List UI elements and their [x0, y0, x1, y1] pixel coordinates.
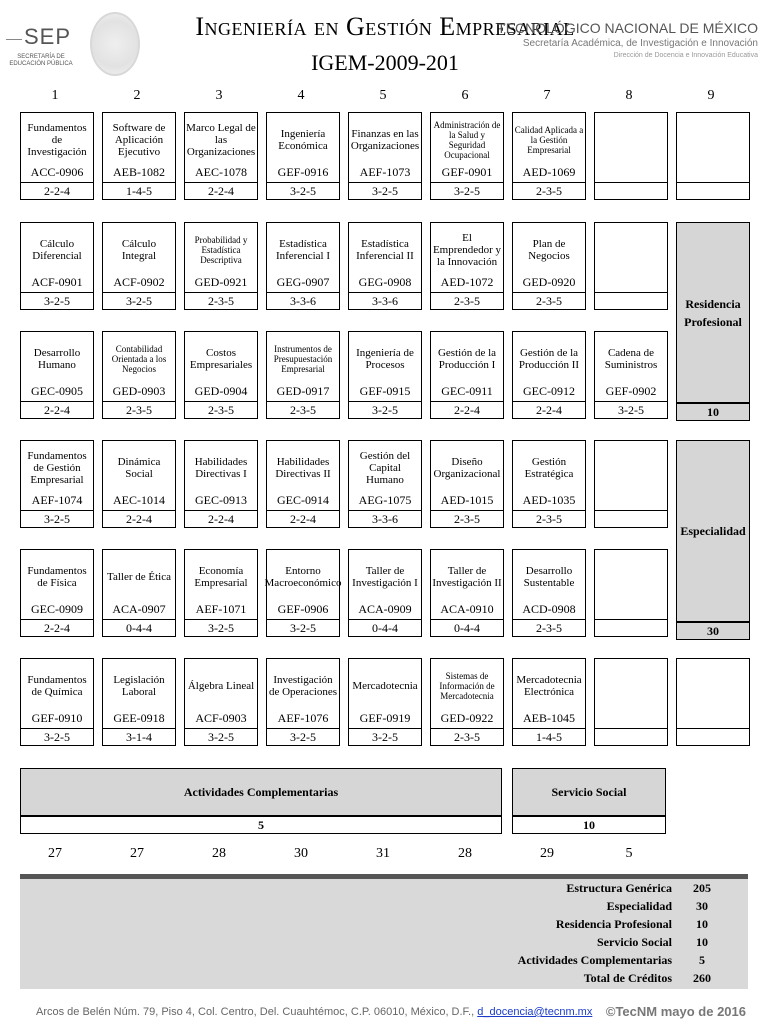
summary-label: Actividades Complementarias [517, 953, 672, 967]
course-box [102, 331, 176, 402]
address-text: Arcos de Belén Núm. 79, Piso 4, Col. Centro, Del. Cuauhtémoc, C.P. 06010, México, D.F., [36, 1006, 478, 1018]
course-credits: 2-3-5 [512, 292, 586, 310]
course-code: AED-1069 [522, 165, 576, 179]
course-cell [512, 112, 586, 202]
empty-credits-box [594, 510, 668, 528]
semester-number: 1 [51, 88, 59, 103]
course-credits: 2-3-5 [184, 292, 258, 310]
course-box [266, 658, 340, 729]
course-cell [102, 112, 176, 202]
empty-credits-box [676, 728, 750, 746]
course-credits: 2-3-5 [102, 401, 176, 419]
course-cell [430, 222, 504, 312]
actividades-label: Actividades Complementarias [183, 784, 339, 799]
course-code: GEF-0910 [31, 711, 83, 725]
course-box [102, 549, 176, 620]
course-credits: 3-2-5 [348, 182, 422, 200]
course-name: Habilidades Directivas II [275, 456, 331, 480]
course-credits: 2-3-5 [430, 292, 504, 310]
summary-value: 5 [699, 953, 705, 967]
course-name: Álgebra Lineal [187, 680, 255, 692]
course-code: AED-1015 [440, 493, 494, 507]
course-name: Economía Empresarial [194, 565, 248, 589]
course-cell [266, 222, 340, 312]
semester-number: 6 [461, 88, 469, 103]
course-cell [348, 440, 422, 530]
course-name: Finanzas en las Organizaciones [350, 128, 420, 152]
tecnm-subtitle-2: Dirección de Docencia e Innovación Educativa [613, 52, 758, 59]
course-box [184, 658, 258, 729]
especialidad-label: Especialidad [680, 524, 746, 538]
empty-course-box [676, 112, 750, 183]
course-name: Software de Aplicación Ejecutivo [112, 122, 166, 158]
course-code: GEC-0905 [31, 384, 83, 398]
course-box [102, 112, 176, 183]
empty-credits-box [594, 728, 668, 746]
course-cell [184, 549, 258, 639]
course-box [20, 112, 94, 183]
tecnm-logo [497, 20, 758, 59]
course-box [20, 222, 94, 293]
course-box [184, 549, 258, 620]
course-credits: 3-2-5 [430, 182, 504, 200]
course-credits: 3-2-5 [266, 728, 340, 746]
empty-course-box [594, 549, 668, 620]
course-credits: 2-3-5 [430, 728, 504, 746]
course-name: Taller de Ética [107, 571, 171, 583]
course-code: GEC-0914 [277, 493, 329, 507]
summary-row [20, 953, 748, 971]
summary-label: Estructura Genérica [566, 881, 672, 895]
course-name: Estadística Inferencial I [275, 238, 331, 262]
course-box [594, 331, 668, 402]
course-credits: 3-2-5 [348, 401, 422, 419]
course-name: Cadena de Suministros [604, 347, 658, 371]
flag-line-icon [6, 39, 22, 49]
course-credits: 2-2-4 [430, 401, 504, 419]
summary-value: 205 [693, 881, 711, 895]
course-cell [430, 658, 504, 748]
course-name: Taller de Investigación I [352, 565, 418, 589]
course-credits: 0-4-4 [102, 619, 176, 637]
course-code: GED-0903 [112, 384, 166, 398]
course-code: GEE-0918 [113, 711, 165, 725]
course-code: GEF-0916 [277, 165, 329, 179]
actividades-block [20, 768, 502, 816]
course-credits: 2-3-5 [512, 182, 586, 200]
servicio-label: Servicio Social [551, 784, 627, 799]
course-cell [20, 549, 94, 639]
course-code: AEC-1078 [195, 165, 247, 179]
course-credits: 2-3-5 [430, 510, 504, 528]
course-box [348, 222, 422, 293]
course-name: Fundamentos de Química [27, 674, 87, 698]
course-name: Marco Legal de las Organizaciones [186, 122, 256, 158]
course-code: ACF-0901 [31, 275, 83, 289]
course-box [348, 112, 422, 183]
course-code: AED-1072 [440, 275, 494, 289]
course-code: GED-0921 [194, 275, 248, 289]
course-code: GEG-0908 [358, 275, 412, 289]
course-name: Dinámica Social [117, 456, 161, 480]
empty-credits-box [594, 619, 668, 637]
course-name: Ingeniería de Procesos [356, 347, 414, 371]
tecnm-name: TECNOLÓGICO NACIONAL DE MÉXICO [497, 20, 758, 36]
course-cell [512, 222, 586, 312]
servicio-credits: 10 [512, 816, 666, 834]
course-name: Fundamentos de Investigación [27, 122, 87, 158]
course-cell [266, 112, 340, 202]
course-cell [266, 331, 340, 421]
course-cell [20, 222, 94, 312]
course-name: Cálculo Integral [121, 238, 157, 262]
course-code: GEF-0915 [359, 384, 411, 398]
course-code: ACA-0907 [112, 602, 166, 616]
course-credits: 3-2-5 [348, 728, 422, 746]
course-cell [184, 222, 258, 312]
residencia-block [676, 222, 750, 403]
course-box [430, 440, 504, 511]
course-box [512, 549, 586, 620]
course-box [20, 440, 94, 511]
course-credits: 2-2-4 [20, 182, 94, 200]
course-code: GEF-0919 [359, 711, 411, 725]
course-cell [512, 658, 586, 748]
course-code: ACA-0910 [440, 602, 494, 616]
course-name: Instrumentos de Presupuestación Empresarial [273, 344, 333, 374]
course-cell [430, 440, 504, 530]
course-name: Sistemas de Información de Mercadotecnia [439, 671, 495, 701]
empty-credits-box [594, 292, 668, 310]
course-box [348, 549, 422, 620]
semester-number: 2 [133, 88, 141, 103]
summary-row [20, 971, 748, 989]
national-seal-icon [90, 12, 140, 76]
course-credits: 3-2-5 [20, 510, 94, 528]
footer-address [36, 1006, 592, 1018]
empty-credits-box [594, 182, 668, 200]
summary-label: Especialidad [606, 899, 672, 913]
course-code: GEF-0906 [277, 602, 329, 616]
course-box [512, 331, 586, 402]
semester-total: 27 [48, 846, 62, 861]
course-box [266, 549, 340, 620]
residencia-label: Residencia Profesional [684, 296, 742, 329]
sep-subtitle: SECRETARÍA DE EDUCACIÓN PÚBLICA [9, 54, 73, 67]
course-credits: 2-3-5 [266, 401, 340, 419]
summary-value: 260 [693, 971, 711, 985]
course-name: El Emprendedor y la Innovación [432, 232, 502, 268]
empty-credits-box [676, 182, 750, 200]
actividades-credits: 5 [20, 816, 502, 834]
summary-label: Servicio Social [597, 935, 672, 949]
course-code: ACA-0909 [358, 602, 412, 616]
course-code: GEC-0912 [523, 384, 575, 398]
course-box [102, 222, 176, 293]
semester-number: 3 [215, 88, 223, 103]
semester-total: 27 [130, 846, 144, 861]
summary-row [20, 899, 748, 917]
email-link[interactable]: d_docencia@tecnm.mx [477, 1006, 593, 1018]
course-cell [266, 440, 340, 530]
course-cell [266, 549, 340, 639]
course-cell [102, 331, 176, 421]
semester-number: 7 [543, 88, 551, 103]
course-cell [430, 549, 504, 639]
course-credits: 2-3-5 [512, 619, 586, 637]
course-box [430, 549, 504, 620]
course-box [430, 112, 504, 183]
course-credits: 3-2-5 [184, 619, 258, 637]
course-credits: 2-2-4 [184, 182, 258, 200]
course-code: GEC-0909 [31, 602, 83, 616]
course-box [102, 440, 176, 511]
course-credits: 2-2-4 [20, 619, 94, 637]
course-code: GEC-0911 [441, 384, 493, 398]
course-credits: 2-2-4 [512, 401, 586, 419]
course-code: ACD-0908 [522, 602, 576, 616]
summary-value: 30 [696, 899, 708, 913]
course-credits: 3-2-5 [20, 728, 94, 746]
page-title: Ingeniería en Gestión Empresarial [195, 12, 575, 41]
summary-value: 10 [696, 935, 708, 949]
course-name: Entorno Macroeconómico [264, 565, 342, 589]
course-name: Investigación de Operaciones [268, 674, 338, 698]
course-name: Habilidades Directivas I [194, 456, 248, 480]
semester-total: 5 [625, 846, 633, 861]
course-name: Desarrollo Sustentable [523, 565, 575, 589]
course-box [184, 112, 258, 183]
course-cell [512, 331, 586, 421]
course-box [430, 658, 504, 729]
semester-number: 5 [379, 88, 387, 103]
course-cell [102, 658, 176, 748]
course-cell [20, 440, 94, 530]
credit-summary [20, 879, 748, 989]
course-name: Taller de Investigación II [432, 565, 502, 589]
course-box [348, 331, 422, 402]
course-name: Gestión del Capital Humano [359, 450, 411, 486]
semester-total: 28 [212, 846, 226, 861]
course-credits: 0-4-4 [430, 619, 504, 637]
course-name: Costos Empresariales [189, 347, 253, 371]
course-credits: 1-4-5 [512, 728, 586, 746]
semester-number: 9 [707, 88, 715, 103]
course-cell [348, 658, 422, 748]
course-name: Ingeniería Económica [278, 128, 328, 152]
course-name: Legislación Laboral [113, 674, 165, 698]
course-name: Administración de la Salud y Seguridad Ocupacional [433, 120, 501, 160]
summary-row [20, 881, 748, 899]
course-name: Fundamentos de Física [27, 565, 87, 589]
semester-number: 8 [625, 88, 633, 103]
course-box [512, 658, 586, 729]
course-cell [266, 658, 340, 748]
course-code: AEB-1045 [523, 711, 575, 725]
course-code: AEF-1071 [195, 602, 247, 616]
summary-label: Residencia Profesional [555, 917, 672, 931]
residencia-credits: 10 [676, 403, 750, 421]
course-code: AEG-1075 [358, 493, 412, 507]
course-code: GEG-0907 [276, 275, 330, 289]
course-credits: 2-2-4 [20, 401, 94, 419]
course-name: Gestión de la Producción II [518, 347, 580, 371]
course-credits: 3-3-6 [348, 292, 422, 310]
course-code: AEF-1076 [277, 711, 329, 725]
course-name: Gestión Estratégica [524, 456, 574, 480]
course-box [266, 112, 340, 183]
course-cell [102, 549, 176, 639]
course-box [430, 222, 504, 293]
course-cell [184, 658, 258, 748]
course-box [20, 549, 94, 620]
course-name: Mercadotecnia [352, 680, 418, 692]
especialidad-block [676, 440, 750, 622]
sep-logo [0, 14, 80, 80]
course-box [20, 331, 94, 402]
course-cell [184, 331, 258, 421]
course-credits: 3-2-5 [266, 182, 340, 200]
course-box [348, 440, 422, 511]
course-box [430, 331, 504, 402]
course-credits: 2-3-5 [184, 401, 258, 419]
empty-course-box [676, 658, 750, 729]
course-box [184, 440, 258, 511]
course-cell [348, 222, 422, 312]
course-box [102, 658, 176, 729]
course-name: Desarrollo Humano [33, 347, 81, 371]
course-box [20, 658, 94, 729]
course-name: Estadística Inferencial II [356, 238, 414, 262]
tecnm-subtitle: Secretaría Académica, de Investigación e Innovación [522, 38, 758, 49]
course-credits: 3-2-5 [266, 619, 340, 637]
course-box [266, 331, 340, 402]
course-credits: 2-2-4 [184, 510, 258, 528]
course-code: GEC-0913 [195, 493, 247, 507]
course-box [184, 222, 258, 293]
summary-value: 10 [696, 917, 708, 931]
empty-course-box [594, 440, 668, 511]
course-code: AEB-1082 [113, 165, 165, 179]
course-credits: 3-3-6 [348, 510, 422, 528]
course-code: AEF-1074 [31, 493, 83, 507]
course-credits: 2-3-5 [512, 510, 586, 528]
course-cell [430, 331, 504, 421]
course-credits: 2-2-4 [266, 510, 340, 528]
course-code: AED-1035 [522, 493, 576, 507]
course-code: GED-0920 [522, 275, 576, 289]
semester-number: 4 [297, 88, 305, 103]
semester-total: 29 [540, 846, 554, 861]
course-box [266, 440, 340, 511]
course-cell [512, 440, 586, 530]
course-cell [184, 112, 258, 202]
course-name: Cálculo Diferencial [32, 238, 82, 262]
course-credits: 3-2-5 [20, 292, 94, 310]
course-credits: 2-2-4 [102, 510, 176, 528]
course-cell [348, 112, 422, 202]
course-cell [512, 549, 586, 639]
course-cell [102, 440, 176, 530]
course-name: Diseño Organizacional [433, 456, 501, 480]
course-name: Fundamentos de Gestión Empresarial [27, 450, 87, 486]
course-box [512, 440, 586, 511]
course-code: GEF-0901 [441, 165, 493, 179]
plan-code: IGEM-2009-201 [311, 50, 459, 75]
copyright: ©TecNM mayo de 2016 [605, 1004, 746, 1019]
course-cell [184, 440, 258, 530]
course-cell [20, 658, 94, 748]
course-code: GED-0904 [194, 384, 248, 398]
empty-course-box [594, 112, 668, 183]
course-name: Plan de Negocios [528, 238, 570, 262]
course-credits: 3-2-5 [102, 292, 176, 310]
course-box [512, 112, 586, 183]
course-name: Probabilidad y Estadística Descriptiva [194, 235, 248, 265]
course-code: GED-0917 [276, 384, 330, 398]
course-credits: 3-3-6 [266, 292, 340, 310]
empty-course-box [594, 658, 668, 729]
course-name: Gestión de la Producción I [437, 347, 497, 371]
course-cell [348, 549, 422, 639]
summary-row [20, 935, 748, 953]
course-code: AEC-1014 [113, 493, 165, 507]
course-code: ACF-0902 [113, 275, 165, 289]
course-name: Mercadotecnia Electrónica [516, 674, 582, 698]
course-code: GEF-0902 [605, 384, 657, 398]
course-cell [102, 222, 176, 312]
course-code: AEF-1073 [359, 165, 411, 179]
course-credits: 3-2-5 [594, 401, 668, 419]
especialidad-credits: 30 [676, 622, 750, 640]
course-box [184, 331, 258, 402]
semester-total: 30 [294, 846, 308, 861]
course-name: Contabilidad Orientada a los Negocios [111, 344, 167, 374]
course-box [512, 222, 586, 293]
course-box [266, 222, 340, 293]
course-cell [348, 331, 422, 421]
course-cell [20, 331, 94, 421]
sep-logo-text: SEP [24, 24, 72, 49]
course-name: Calidad Aplicada a la Gestión Empresarial [514, 125, 584, 155]
course-credits: 3-1-4 [102, 728, 176, 746]
semester-total: 31 [376, 846, 390, 861]
course-credits: 1-4-5 [102, 182, 176, 200]
course-code: GED-0922 [440, 711, 494, 725]
course-cell [430, 112, 504, 202]
course-credits: 0-4-4 [348, 619, 422, 637]
summary-row [20, 917, 748, 935]
course-box [348, 658, 422, 729]
servicio-block [512, 768, 666, 816]
course-cell [594, 331, 668, 421]
semester-total: 28 [458, 846, 472, 861]
course-credits: 3-2-5 [184, 728, 258, 746]
empty-course-box [594, 222, 668, 293]
course-code: ACF-0903 [195, 711, 247, 725]
course-cell [20, 112, 94, 202]
course-code: ACC-0906 [30, 165, 84, 179]
summary-label: Total de Créditos [583, 971, 672, 985]
